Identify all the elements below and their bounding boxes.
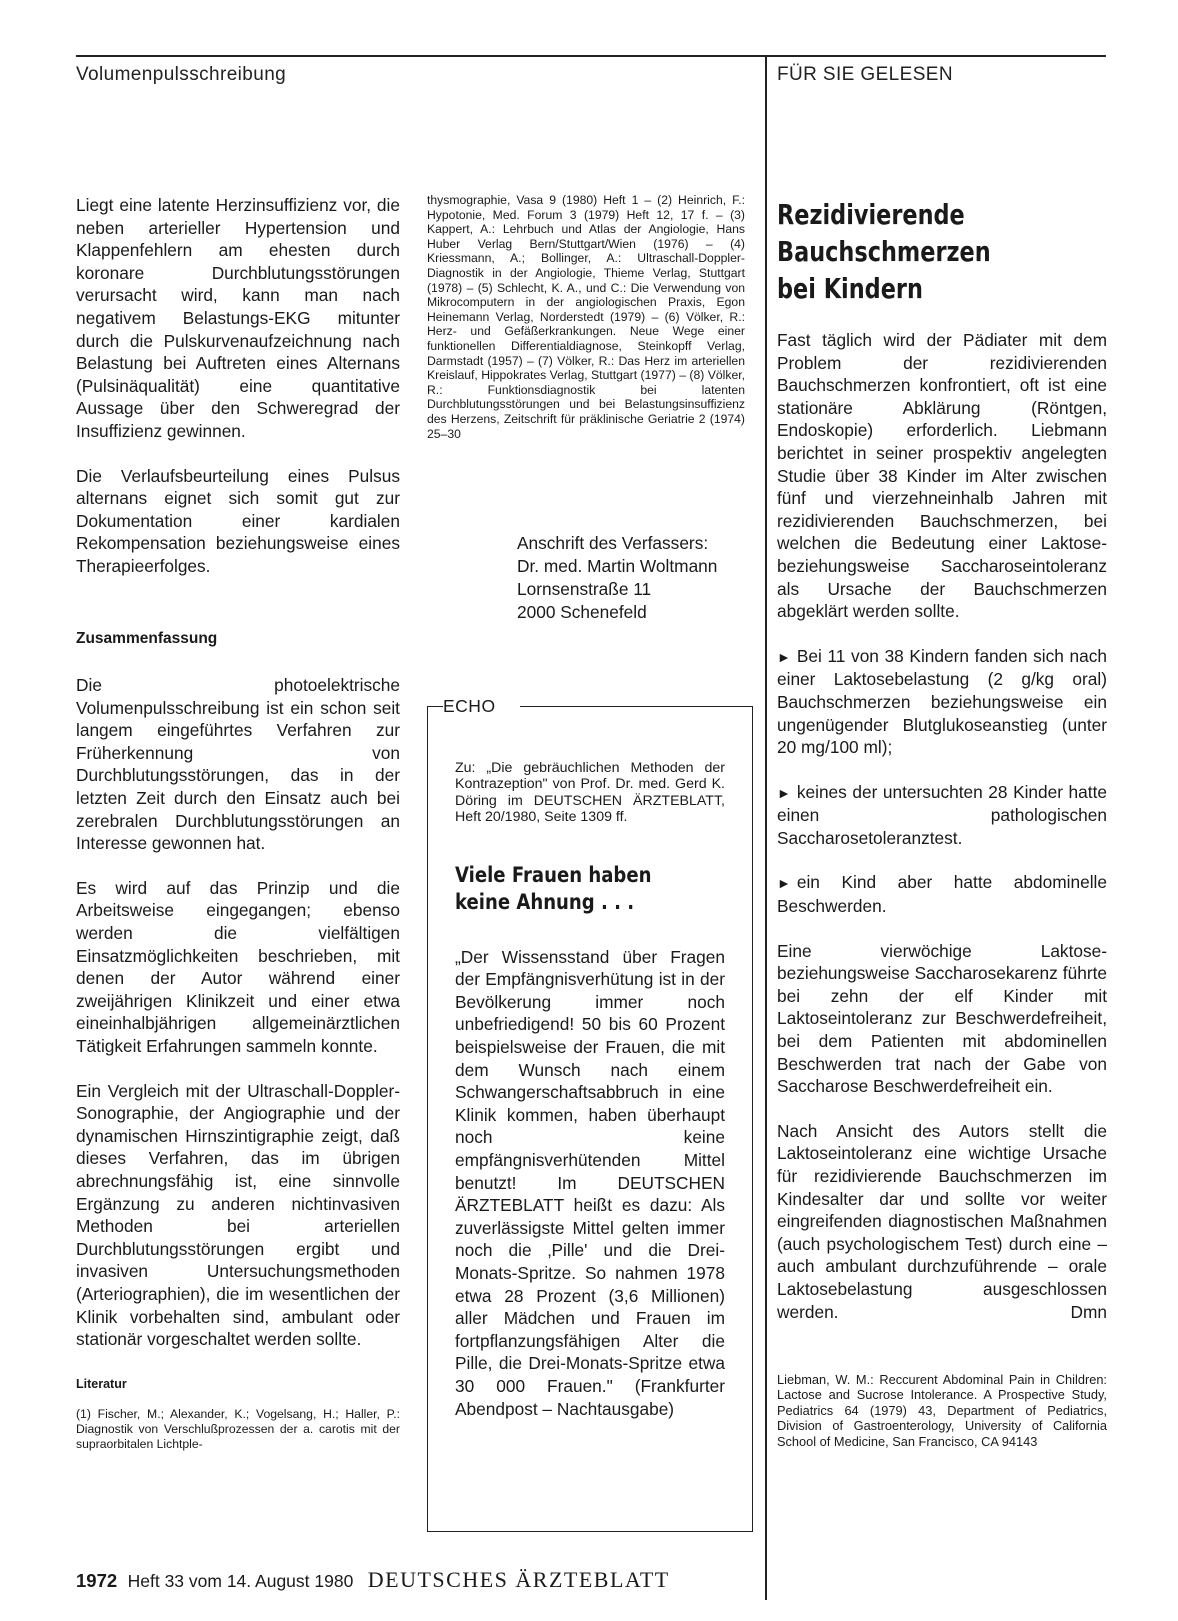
journal-name: DEUTSCHES ÄRZTEBLATT: [367, 1567, 670, 1592]
section-header: Volumenpulsschreibung: [76, 64, 287, 85]
summary-heading: Zusammenfassung: [76, 629, 218, 647]
bullet-item: [777, 781, 1107, 850]
literature-heading: Literatur: [76, 1376, 127, 1391]
top-rule: [76, 55, 1106, 57]
bullet-item: [777, 871, 1107, 917]
body-paragraph: Nach Ansicht des Autors stellt die Laktoseintoleranz eine wichtige Ursache für rezidivierende Bauchschmerzen im Kindesalter dar und sollte vor weiter eingreifenden diagnostischen Maßnahmen (auch psychologischem Test) durch eine – auch ambulant durchzuführende – orale Laktosebelastung ausgeschlossen werden.: [777, 1120, 1107, 1322]
address-city: 2000 Schenefeld: [517, 602, 647, 622]
body-paragraph: Eine vierwöchige Laktose- beziehungsweise Saccharosekarenz führte bei zehn der elf Kinder mit Laktoseintoleranz zur Beschwerdefreiheit, bei dem Patienten mit abdominellen Beschwerden trat nach der Gabe von Saccharose Beschwerdefreiheit ein.: [777, 940, 1107, 1097]
source-citation: Liebman, W. M.: Reccurent Abdominal Pain in Children: Lactose and Sucrose Intolerance. A Prospective Study, Pediatrics 64 (1979) 43, Department of Pediatrics, Division of Gastroenterology, University of California School of Medicine, San Francisco, CA 94143: [777, 1371, 1107, 1449]
address-name: Dr. med. Martin Woltmann: [517, 556, 718, 576]
bullet-arrow-icon: ►: [777, 875, 791, 892]
bullet-text: ein Kind aber hatte abdominelle Beschwerden.: [777, 872, 1107, 917]
references-text: thysmographie, Vasa 9 (1980) Heft 1 – (2) Heinrich, F.: Hypotonie, Med. Forum 3 (1979) Heft 12, 17 f. – (3) Kappert, A.: Lehrbuch und Atlas der Angiologie, Hans Huber Verlag Bern/Stuttgart/Wien (1976) – (4) Kriessmann, A.; Bollinger, A.: Ultraschall-Doppler-Diagnostik in der Angiologie, Thieme Verlag, Stuttgart (1978) – (5) Schlecht, K. A., und C.: Die Verwendung von Mikrocomputern in der angiologischen Praxis, Egon Heinemann Verlag, Norderstedt (1979) – (6) Völker, R.: Herz- und Gefäßerkrankungen. Neue Wege einer funktionellen Differentialdiagnose, Steinkopff Verlag, Darmstadt (1957) – (7) Völker, R.: Das Herz im arteriellen Kreislauf, Hippokrates Verlag, Stuttgart (1977) – (8) Völker, R.: Funktionsdiagnostik bei latenten Durchblutungsstörungen und bei Belastungsinsuffizienz des Herzens, Zeitschrift für präklinische Geriatrie 2 (1974) 25–30: [427, 193, 745, 441]
article-body: [777, 329, 1107, 1324]
issue-info: Heft 33 vom 14. August 1980: [127, 1571, 354, 1591]
echo-label: ECHO: [443, 696, 520, 716]
author-signature: Dmn: [1070, 1302, 1107, 1323]
summary-paragraph: Die photoelektrische Volumenpulsschreibung ist ein schon seit langem eingeführtes Verfahren zur Früherkennung von Durchblutungsstörungen, das in der letzten Zeit durch den Einsatz auch bei zerebralen Durchblutungsstörungen an Interesse gewonnen hat.: [76, 675, 400, 854]
page-footer: [76, 1567, 670, 1593]
address-label: Anschrift des Verfassers:: [517, 533, 709, 553]
intro-paragraph: Fast täglich wird der Pädiater mit dem Problem der rezidivierenden Bauchschmerzen konfrontiert, oft ist eine stationäre Abklärung (Röntgen, Endoskopie) erforderlich. Liebmann berichtet in seiner prospektiv angelegten Studie über 38 Kinder im Alter zwischen fünf und vierzehneinhalb Jahren mit rezidivierenden Bauchschmerzen, bei welchen die Bedeutung einer Laktose- beziehungsweise Saccharoseintoleranz als Ursache der Bauchschmerzen abgeklärt werden sollte.: [777, 330, 1107, 622]
article-headline: [777, 196, 1097, 307]
headline-line: Rezidivierende: [777, 198, 965, 231]
rubric-header: FÜR SIE GELESEN: [777, 64, 953, 85]
summary-paragraph: Ein Vergleich mit der Ultraschall-Doppler-Sonographie, der Angiographie und der dynamischen Hirnszintigraphie zeigt, daß dieses Verfahren, das im übrigen abrechnungsfähig ist, eine sinnvolle Ergänzung zu anderen nichtinvasiven Methoden bei arteriellen Durchblutungsstörungen ergibt und invasiven Untersuchungsmethoden (Arteriographien), die im wesentlichen der Klinik vorbehalten sind, ambulant oder stationär vorgeschaltet werden sollte.: [76, 1080, 400, 1350]
summary-paragraph: Es wird auf das Prinzip und die Arbeitsweise eingegangen; ebenso werden die vielfältigen Einsatzmöglichkeiten beschrieben, mit denen der Autor während einer zweijährigen Klinikzeit und einer etwa eineinhalbjährigen allgemeinärztlichen Tätigkeit Erfahrungen sammeln konnte.: [76, 877, 400, 1056]
bullet-arrow-icon: ►: [777, 648, 791, 665]
echo-headline-line: keine Ahnung . . .: [455, 889, 635, 914]
left-column: [76, 194, 400, 1452]
echo-headline-line: Viele Frauen haben: [455, 862, 652, 887]
echo-content: [455, 760, 725, 1420]
column-divider: [765, 55, 767, 1600]
bullet-item: [777, 645, 1107, 759]
body-paragraph: Liegt eine latente Herzinsuffizienz vor, die neben arterieller Hypertension und Klappenfehlern am ehesten durch koronare Durchblutungsstörungen verursacht wird, kann man nach negativem Belastungs-EKG mitunter durch die Pulskurvenaufzeichnung nach Belastung bei Auftreten eines Alternans (Pulsinäqualität) eine quantitative Aussage über den Schweregrad der Insuffizienz gewinnen.: [76, 195, 400, 441]
headline-line: bei Kindern: [777, 272, 923, 305]
right-column: [777, 196, 1107, 1449]
echo-quote: „Der Wissensstand über Fragen der Empfängnisverhütung ist in der Bevölkerung immer noch unbefriedigend! 50 bis 60 Prozent beispielsweise der Frauen, die mit dem Wunsch nach einem Schwangerschaftsabbruch in eine Klinik kommen, haben überhaupt noch keine empfängnisverhütenden Mittel benutzt! Im DEUTSCHEN ÄRZTEBLATT heißt es dazu: Als zuverlässigste Mittel gelten immer noch die ‚Pille' und die Drei-Monats-Spritze. So nahmen 1978 etwa 28 Prozent (3,6 Millionen) aller Mädchen und Frauen im fortpflanzungsfähigen Alter die Pille, die Drei-Monats-Spritze etwa 30 000 Frauen." (Frankfurter Abendpost – Nachtausgabe): [455, 946, 725, 1419]
echo-intro: Zu: „Die gebräuchlichen Methoden der Kontrazeption" von Prof. Dr. med. Gerd K. Döring im DEUTSCHEN ÄRZTEBLATT, Heft 20/1980, Seite 1309 ff.: [455, 760, 725, 826]
echo-headline: [455, 862, 713, 916]
body-paragraph: Die Verlaufsbeurteilung eines Pulsus alternans eignet sich somit gut zur Dokumentation einer kardialen Rekompensation beziehungsweise eines Therapieerfolges.: [76, 465, 400, 576]
author-address: [517, 532, 717, 624]
references-list: [427, 193, 745, 441]
bullet-text: Bei 11 von 38 Kindern fanden sich nach einer Laktosebelastung (2 g/kg oral) Bauchschmerzen beziehungsweise ein ungenügender Blutglukoseanstieg (unter 20 mg/100 ml);: [777, 645, 1107, 758]
headline-line: Bauchschmerzen: [777, 235, 991, 268]
bullet-text: keines der untersuchten 28 Kinder hatte einen pathologischen Saccharosetoleranztest.: [777, 781, 1107, 848]
page-number: 1972: [76, 1570, 118, 1591]
address-street: Lornsenstraße 11: [517, 579, 652, 599]
literature-entry: (1) Fischer, M.; Alexander, K.; Vogelsang, H.; Haller, P.: Diagnostik von Verschlußprozessen der a. carotis mit der supraorbitalen Lichtple-: [76, 1407, 400, 1452]
bullet-arrow-icon: ►: [777, 784, 791, 801]
